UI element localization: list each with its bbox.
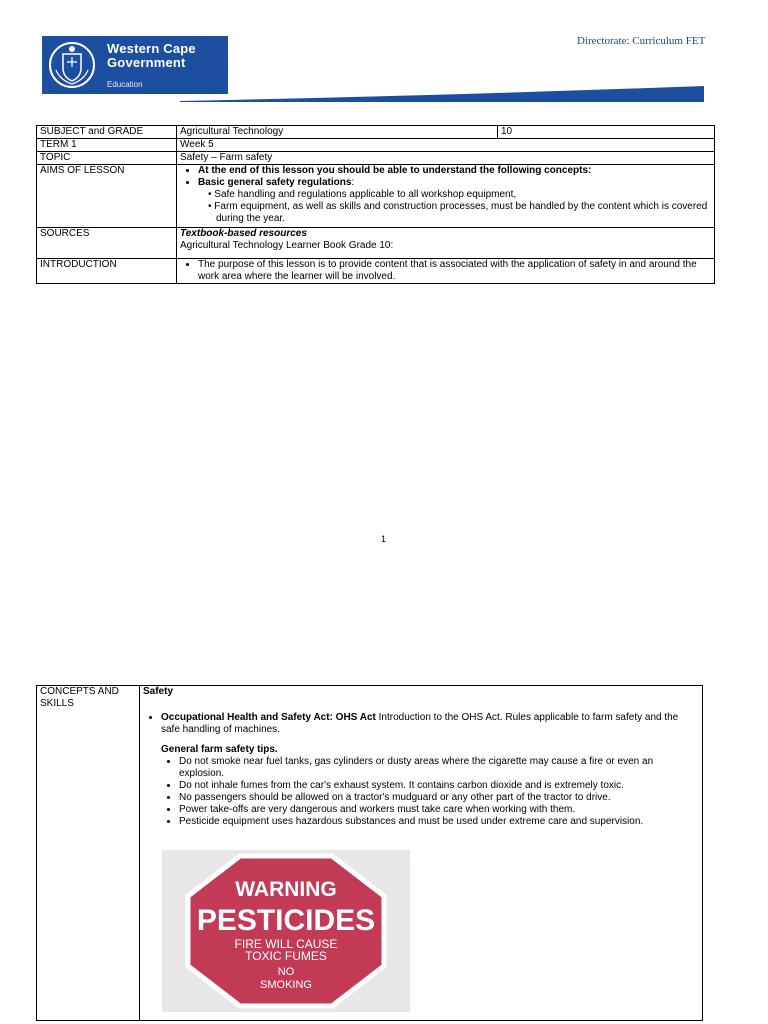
ohs-bold: Occupational Health and Safety Act: OHS Act — [161, 712, 376, 723]
ohs-item — [161, 712, 699, 736]
term-label: TERM 1 — [37, 139, 177, 152]
ohs-text: Introduction to the OHS Act. Rules applicable to farm safety and the safe handling of machines. — [161, 712, 679, 735]
table-row — [37, 228, 715, 259]
intro-label: INTRODUCTION — [37, 259, 177, 284]
pesticides-warning-image — [162, 850, 410, 1012]
sign-line-5: NO — [277, 966, 295, 978]
aims-bullet-2: • Basic general safety regulations: — [198, 177, 711, 189]
subject-label: SUBJECT and GRADE — [37, 126, 177, 139]
aims-sub-1: • Safe handling and regulations applicable to all workshop equipment, — [208, 189, 517, 200]
term-value: Week 5 — [177, 139, 715, 152]
table-row — [37, 152, 715, 165]
table-row — [37, 126, 715, 139]
warning-sign-icon — [162, 850, 410, 1012]
sign-line-3: FIRE WILL CAUSE — [234, 937, 338, 951]
sources-heading: Textbook-based resources — [180, 228, 307, 239]
aims-content — [177, 165, 715, 228]
tip-item: • Pesticide equipment uses hazardous substances and must be used under extreme care and supervision. — [179, 816, 699, 828]
aims-bullet-1: • At the end of this lesson you should be able to understand the following concepts: — [198, 165, 711, 177]
tip-item: • Power take-offs are very dangerous and workers must take care when working with them. — [179, 804, 699, 816]
sign-line-1: WARNING — [235, 878, 337, 901]
sign-line-6: SMOKING — [260, 979, 312, 991]
header-swoosh — [180, 84, 704, 102]
concepts-label: CONCEPTS AND SKILLS — [37, 686, 140, 1021]
logo-line-3: Education — [107, 80, 143, 89]
table-row — [37, 139, 715, 152]
logo-line-2: Government — [107, 55, 186, 70]
tip-item: • Do not smoke near fuel tanks, gas cylinders or dusty areas where the cigarette may cause a fire or even an explosion. — [179, 756, 699, 780]
table-row — [37, 259, 715, 284]
sources-label: SOURCES — [37, 228, 177, 259]
tip-item: • Do not inhale fumes from the car's exhaust system. It contains carbon dioxide and is extremely toxic. — [179, 780, 699, 792]
aims-sublist — [180, 189, 711, 225]
aims-bullet-2-text: Basic general safety regulations — [198, 177, 352, 188]
sign-line-2: PESTICIDES — [196, 904, 376, 937]
sign-line-4: TOXIC FUMES — [245, 949, 327, 963]
sources-content — [177, 228, 715, 259]
directorate-label: Directorate: Curriculum FET — [577, 35, 706, 47]
table-row — [37, 165, 715, 228]
sources-text: Agricultural Technology Learner Book Grade 10: — [180, 240, 394, 251]
intro-text: • The purpose of this lesson is to provide content that is associated with the application of safety in and around the work area where the learner will be involved. — [198, 259, 711, 283]
grade-value: 10 — [498, 126, 715, 139]
intro-content — [177, 259, 715, 284]
coat-of-arms-icon — [46, 40, 98, 90]
concepts-heading: Safety — [143, 686, 174, 697]
page-number: 1 — [381, 534, 387, 544]
tips-heading: General farm safety tips. — [161, 744, 278, 755]
tip-item: • No passengers should be allowed on a tractor's mudguard or any other part of the tractor to drive. — [179, 792, 699, 804]
aims-label: AIMS OF LESSON — [37, 165, 177, 228]
subject-value: Agricultural Technology — [177, 126, 498, 139]
lesson-table — [36, 125, 715, 284]
logo-line-1: Western Cape — [107, 41, 196, 56]
topic-value: Safety – Farm safety — [177, 152, 715, 165]
topic-label: TOPIC — [37, 152, 177, 165]
aims-sub-2: • Farm equipment, as well as skills and construction processes, must be handled by the content which is covered during the year. — [208, 201, 708, 224]
